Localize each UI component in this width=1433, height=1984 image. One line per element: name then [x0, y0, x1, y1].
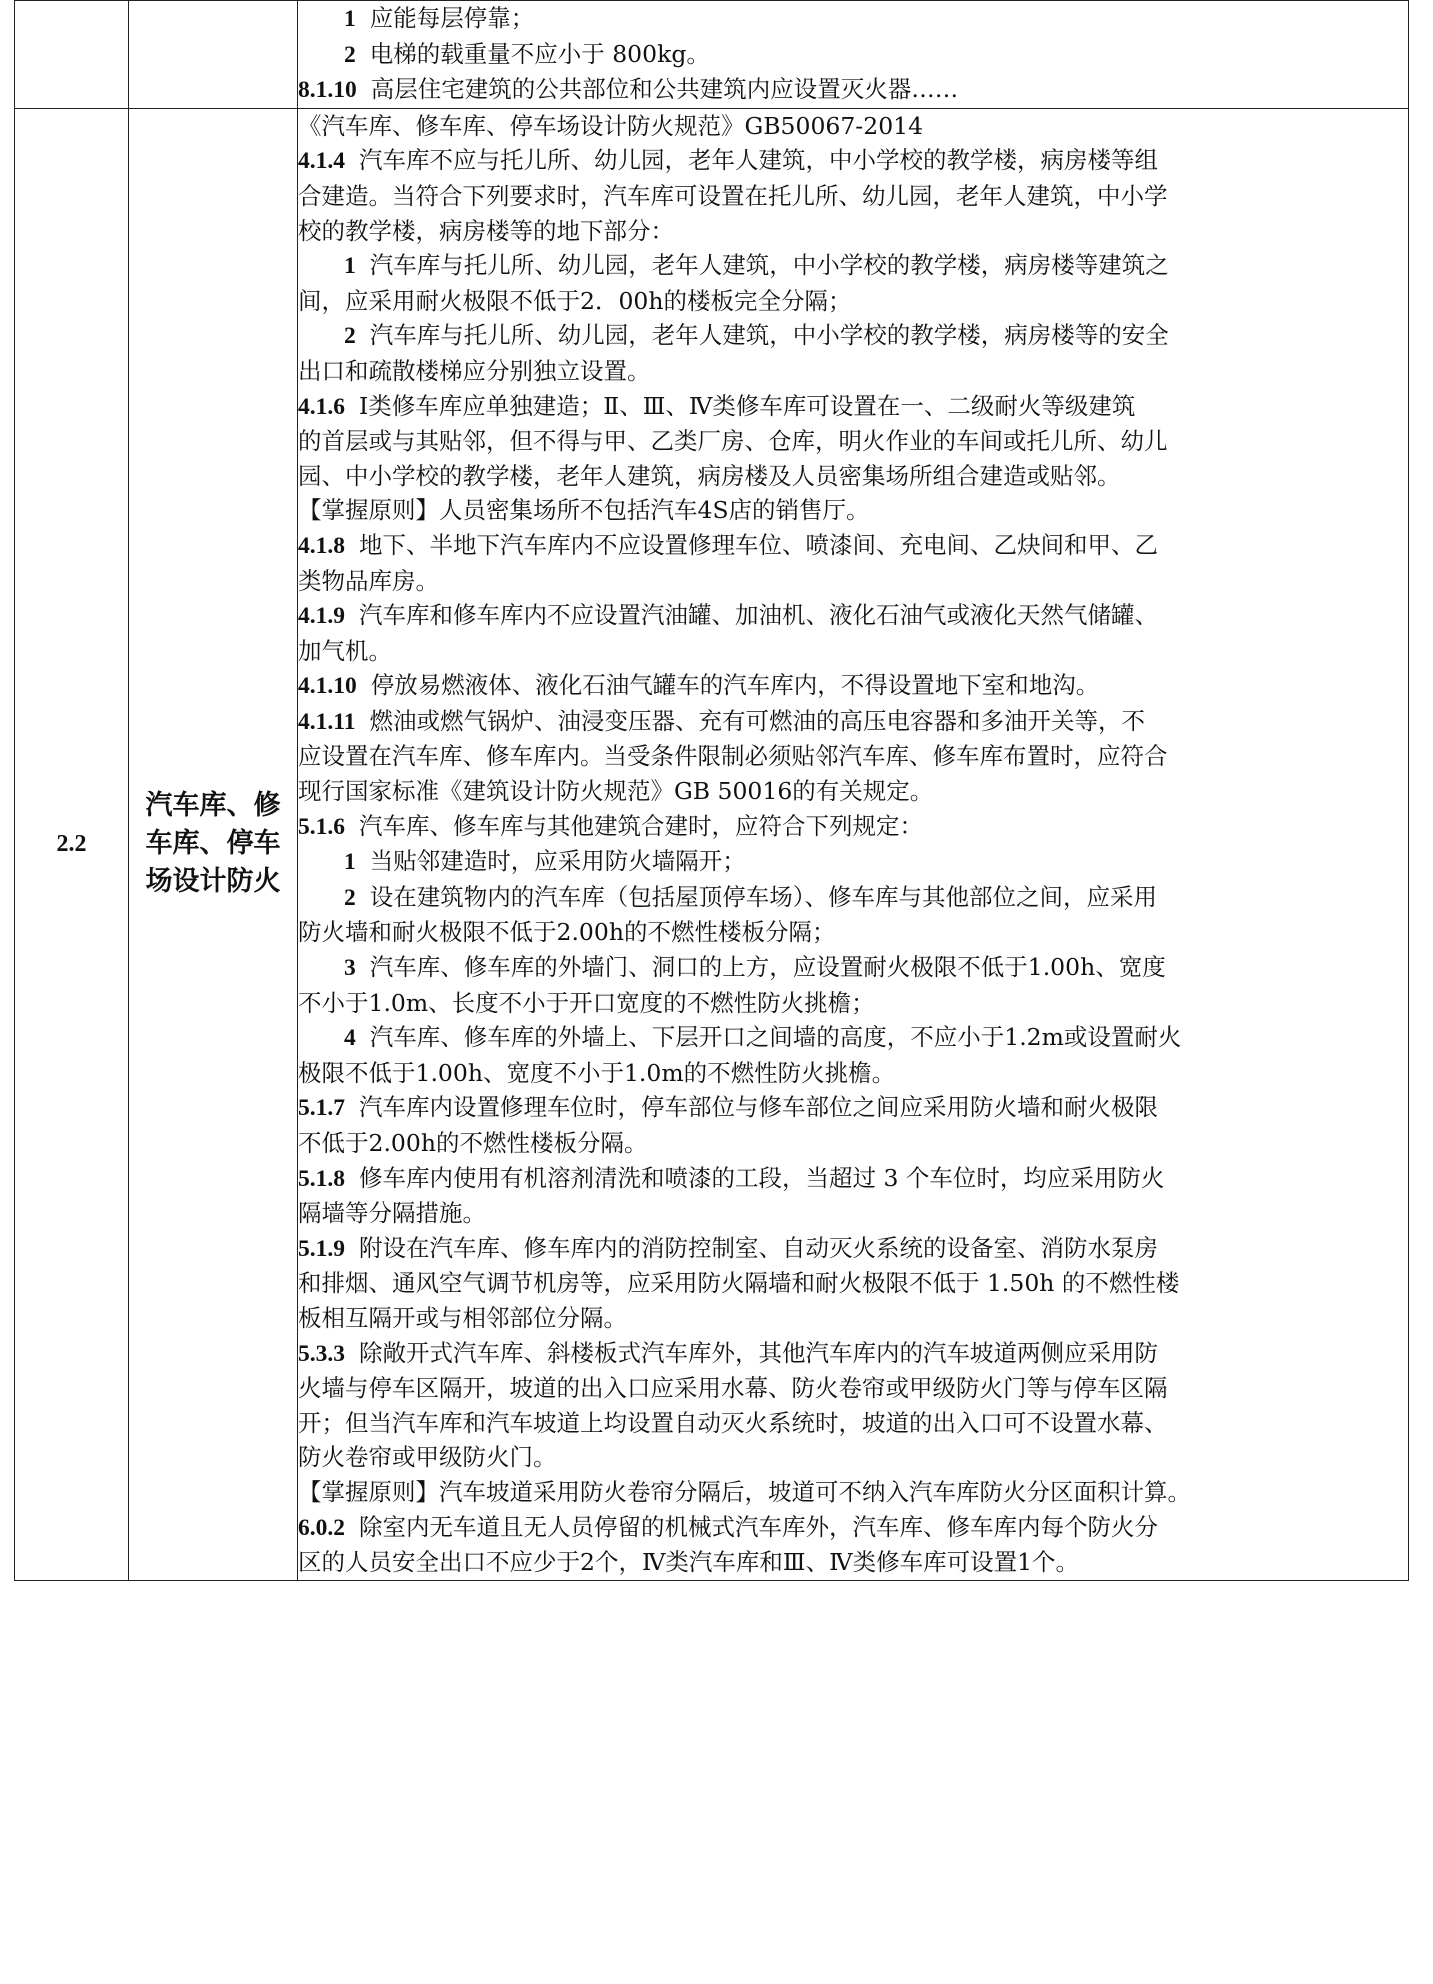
- clause-line: [298, 318, 1408, 354]
- clause-text: 燃油或燃气锅炉、油浸变压器、充有可燃油的高压电容器和多油开关等，不: [369, 706, 1145, 735]
- section-number-cell: [15, 1, 129, 109]
- clause-line: [298, 354, 1408, 389]
- clause-text: 除敞开式汽车库、斜楼板式汽车库外，其他汽车库内的汽车坡道两侧应采用防: [359, 1338, 1158, 1367]
- table-row: [15, 108, 1409, 1580]
- clause-text: 地下、半地下汽车库内不应设置修理车位、喷漆间、充电间、乙炔间和甲、乙: [359, 530, 1158, 559]
- clause-text: 应设置在汽车库、修车库内。当受条件限制必须贴邻汽车库、修车库布置时，应符合: [298, 742, 1168, 771]
- clause-text: 区的人员安全出口不应少于2个，Ⅳ类汽车库和Ⅲ、Ⅳ类修车库可设置1个。: [298, 1548, 1080, 1577]
- clause-line: [298, 179, 1408, 214]
- section-topic: 汽车库、修车库、停车场设计防火: [145, 790, 281, 898]
- clause-line: [298, 459, 1408, 494]
- clause-text: 修车库内使用有机溶剂清洗和喷漆的工段，当超过 3 个车位时，均应采用防火: [359, 1163, 1165, 1192]
- clause-line: [298, 668, 1408, 704]
- clause-number: 5.1.7: [298, 1095, 345, 1122]
- clause-number: 4.1.4: [298, 148, 345, 175]
- clause-line: [298, 1440, 1408, 1475]
- clause-number: 5.1.9: [298, 1235, 345, 1262]
- clause-text: 《汽车库、修车库、停车场设计防火规范》GB50067-2014: [298, 111, 924, 140]
- clause-text-cell: [298, 1, 1409, 109]
- clause-text: 和排烟、通风空气调节机房等，应采用防火隔墙和耐火极限不低于 1.50h 的不燃性楼: [298, 1269, 1180, 1298]
- clause-line: [298, 598, 1408, 634]
- clause-text: 【掌握原则】汽车坡道采用防火卷帘分隔后，坡道可不纳入汽车库防火分区面积计算。: [298, 1477, 1191, 1506]
- clause-number: 4.1.9: [298, 603, 345, 630]
- clause-line: [298, 109, 1408, 144]
- clause-text: 汽车库与托儿所、幼儿园，老年人建筑，中小学校的教学楼，病房楼等的安全: [369, 321, 1169, 350]
- clause-line: [298, 1161, 1408, 1197]
- clause-line: [298, 1231, 1408, 1267]
- clause-text: 汽车库与托儿所、幼儿园，老年人建筑，中小学校的教学楼，病房楼等建筑之: [369, 251, 1169, 280]
- clause-line: [298, 564, 1408, 599]
- clause-number: 6.0.2: [298, 1514, 345, 1541]
- clause-line: [298, 634, 1408, 669]
- clause-text: 园、中小学校的教学楼，老年人建筑，病房楼及人员密集场所组合建造或贴邻。: [298, 461, 1121, 490]
- clause-text: 隔墙等分隔措施。: [298, 1199, 486, 1228]
- clause-line: [298, 424, 1408, 459]
- clause-line: [298, 986, 1408, 1021]
- clause-line: [298, 248, 1408, 284]
- clause-line: [298, 284, 1408, 319]
- clause-number: 5.3.3: [298, 1340, 345, 1367]
- clause-text: 汽车库、修车库的外墙门、洞口的上方，应设置耐火极限不低于1.00h、宽度: [369, 953, 1166, 982]
- clause-number: 5.1.6: [298, 813, 345, 840]
- clause-line: [298, 143, 1408, 179]
- clause-text: 停放易燃液体、液化石油气罐车的汽车库内，不得设置地下室和地沟。: [370, 671, 1100, 700]
- clause-number: 2: [344, 41, 356, 68]
- clause-text: 汽车库、修车库与其他建筑合建时，应符合下列规定：: [359, 811, 923, 840]
- clause-text: 出口和疏散楼梯应分别独立设置。: [298, 356, 651, 385]
- clause-text: 当贴邻建造时，应采用防火墙隔开；: [369, 847, 746, 876]
- clause-text: 板相互隔开或与相邻部位分隔。: [298, 1303, 627, 1332]
- regulation-table: [14, 0, 1409, 1581]
- clause-text: 防火卷帘或甲级防火门。: [298, 1443, 557, 1472]
- section-topic-cell: [129, 108, 298, 1580]
- clause-text: 防火墙和耐火极限不低于2.00h的不燃性楼板分隔；: [298, 918, 836, 947]
- clause-number: 4.1.6: [298, 393, 345, 420]
- clause-line: [298, 1, 1408, 37]
- clause-line: [298, 1371, 1408, 1406]
- clause-text: 间，应采用耐火极限不低于2．00h的楼板完全分隔；: [298, 286, 852, 315]
- clause-line: [298, 1196, 1408, 1231]
- clause-number: 3: [344, 955, 356, 982]
- clause-text: 合建造。当符合下列要求时，汽车库可设置在托儿所、幼儿园，老年人建筑，中小学: [298, 181, 1168, 210]
- clause-line: [298, 389, 1408, 425]
- clause-text: 附设在汽车库、修车库内的消防控制室、自动灭火系统的设备室、消防水泵房: [359, 1233, 1158, 1262]
- clause-number: 2: [344, 323, 356, 350]
- clause-number: 1: [344, 253, 356, 280]
- clause-line: [298, 1020, 1408, 1056]
- clause-text: 应能每层停靠；: [369, 4, 535, 32]
- clause-line: [298, 950, 1408, 986]
- clause-line: [298, 880, 1408, 916]
- clause-line: [298, 704, 1408, 740]
- clause-text: 【掌握原则】人员密集场所不包括汽车4S店的销售厅。: [298, 496, 870, 525]
- clause-line: [298, 844, 1408, 880]
- clause-text: Ⅰ类修车库应单独建造；Ⅱ、Ⅲ、Ⅳ类修车库可设置在一、二级耐火等级建筑: [359, 391, 1136, 420]
- clause-text: 火墙与停车区隔开，坡道的出入口应采用水幕、防火卷帘或甲级防火门等与停车区隔: [298, 1374, 1168, 1403]
- clause-text: 校的教学楼，病房楼等的地下部分：: [298, 216, 674, 245]
- clause-line: [298, 1126, 1408, 1161]
- clause-line: [298, 1406, 1408, 1441]
- clause-number: 5.1.8: [298, 1165, 345, 1192]
- clause-line: [298, 1090, 1408, 1126]
- clause-line: [298, 809, 1408, 845]
- clause-line: [298, 1056, 1408, 1091]
- section-topic-cell: [129, 1, 298, 109]
- clause-text: 不小于1.0m、长度不小于开口宽度的不燃性防火挑檐；: [298, 988, 875, 1017]
- clause-line: [298, 915, 1408, 950]
- clause-line: [298, 72, 1408, 108]
- clause-number: 8.1.10: [298, 77, 357, 104]
- clause-line: [298, 1545, 1408, 1580]
- table-row: [15, 1, 1409, 109]
- section-number-cell: [15, 108, 129, 1580]
- clause-number: 4.1.11: [298, 708, 356, 735]
- clause-text: 类物品库房。: [298, 566, 439, 595]
- clause-line: [298, 1336, 1408, 1372]
- clause-number: 1: [344, 6, 356, 32]
- clause-line: [298, 739, 1408, 774]
- clause-line: [298, 1475, 1408, 1510]
- clause-number: 4.1.8: [298, 532, 345, 559]
- clause-text: 设在建筑物内的汽车库（包括屋顶停车场）、修车库与其他部位之间，应采用: [369, 882, 1157, 911]
- clause-text: 电梯的载重量不应小于 800kg。: [369, 39, 710, 68]
- section-number: 2.2: [56, 830, 87, 857]
- clause-text: 除室内无车道且无人员停留的机械式汽车库外，汽车库、修车库内每个防火分: [359, 1512, 1158, 1541]
- clause-text: 汽车库和修车库内不应设置汽油罐、加油机、液化石油气或液化天然气储罐、: [359, 601, 1158, 630]
- clause-line: [298, 774, 1408, 809]
- clause-number: 4: [344, 1025, 356, 1052]
- clause-line: [298, 1510, 1408, 1546]
- clause-number: 1: [344, 849, 356, 876]
- clause-text: 汽车库不应与托儿所、幼儿园，老年人建筑，中小学校的教学楼，病房楼等组: [359, 146, 1158, 175]
- clause-line: [298, 493, 1408, 528]
- clause-text: 加气机。: [298, 636, 392, 665]
- clause-text: 高层住宅建筑的公共部位和公共建筑内应设置灭火器……: [370, 75, 959, 104]
- clause-text: 汽车库、修车库的外墙上、下层开口之间墙的高度，不应小于1.2m或设置耐火: [369, 1023, 1182, 1052]
- clause-text-cell: [298, 108, 1409, 1580]
- clause-line: [298, 37, 1408, 73]
- clause-text: 的首层或与其贴邻，但不得与甲、乙类厂房、仓库，明火作业的车间或托儿所、幼儿: [298, 427, 1168, 456]
- clause-text: 开；但当汽车库和汽车坡道上均设置自动灭火系统时，坡道的出入口可不设置水幕、: [298, 1408, 1168, 1437]
- clause-line: [298, 214, 1408, 249]
- clause-text: 汽车库内设置修理车位时，停车部位与修车部位之间应采用防火墙和耐火极限: [359, 1093, 1158, 1122]
- clause-line: [298, 528, 1408, 564]
- clause-line: [298, 1301, 1408, 1336]
- clause-text: 极限不低于1.00h、宽度不小于1.0m的不燃性防火挑檐。: [298, 1058, 896, 1087]
- clause-number: 4.1.10: [298, 673, 357, 700]
- clause-text: 现行国家标准《建筑设计防火规范》GB 50016的有关规定。: [298, 777, 934, 806]
- clause-number: 2: [344, 884, 356, 911]
- clause-text: 不低于2.00h的不燃性楼板分隔。: [298, 1129, 648, 1157]
- clause-line: [298, 1266, 1408, 1301]
